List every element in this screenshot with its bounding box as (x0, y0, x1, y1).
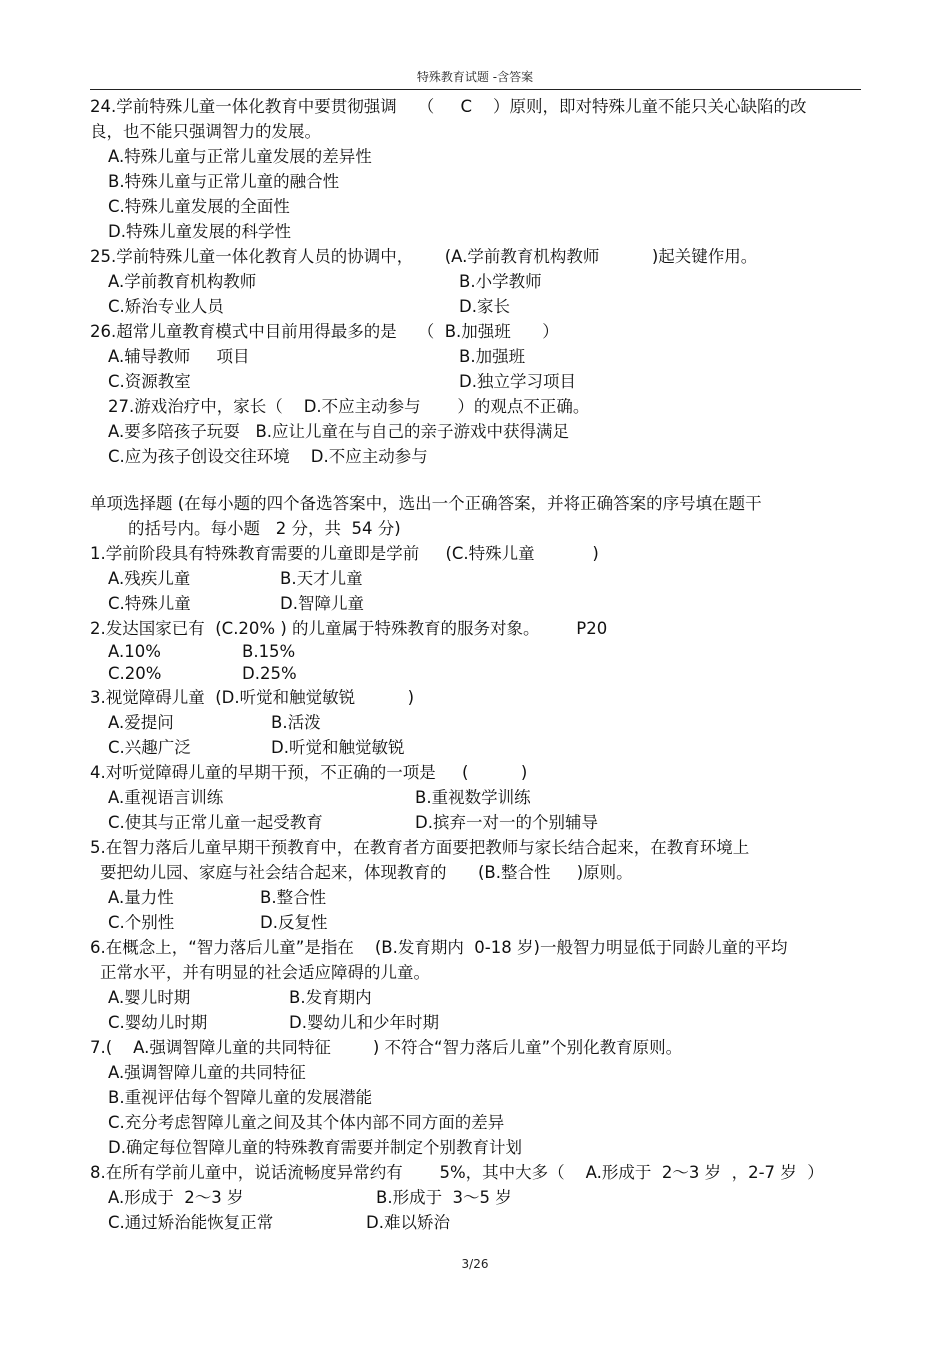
text-line (90, 935, 861, 960)
line-text: A.要多陪孩子玩耍 B.应让儿童在与自己的亲子游戏中获得满足 (108, 422, 570, 441)
option-text: D.难以矫治 (366, 1213, 450, 1232)
text-line (90, 985, 861, 1010)
line-text: A.形成于 2～3 岁 (108, 1188, 244, 1207)
line-text: 要把幼儿园、家庭与社会结合起来，体现教育的 (B.整合性 )原则。 (100, 863, 633, 882)
text-line (90, 910, 861, 935)
text-line (90, 735, 861, 760)
text-line (90, 1110, 861, 1135)
line-text: B.重视评估每个智障儿童的发展潜能 (108, 1088, 373, 1107)
text-line (90, 319, 861, 344)
line-text: D.确定每位智障儿童的特殊教育需要并制定个别教育计划 (108, 1138, 522, 1157)
option-text: D.家长 (459, 297, 510, 316)
line-text: 1.学前阶段具有特殊教育需要的儿童即是学前 (C.特殊儿童 ) (90, 544, 599, 563)
text-line (90, 491, 861, 516)
text-line (90, 369, 861, 394)
line-text: A.爱提问 (108, 713, 174, 732)
text-line (90, 194, 861, 219)
option-text: B.15% (242, 642, 296, 661)
text-line (90, 1160, 861, 1185)
line-text: C.婴幼儿时期 (108, 1013, 208, 1032)
text-line (90, 244, 861, 269)
line-text: 正常水平，并有明显的社会适应障碍的儿童。 (100, 963, 430, 982)
option-text: B.整合性 (260, 888, 327, 907)
text-line (90, 541, 861, 566)
line-text: A.10% (108, 642, 161, 661)
line-text: 4.对听觉障碍儿童的早期干预，不正确的一项是 ( ) (90, 763, 528, 782)
text-line (90, 219, 861, 244)
option-text: B.活泼 (271, 713, 321, 732)
line-text: C.应为孩子创设交往环境 D.不应主动参与 (108, 447, 428, 466)
text-line (90, 444, 861, 469)
option-text: D.摈弃一对一的个别辅导 (415, 813, 598, 832)
line-text: A.学前教育机构教师 (108, 272, 257, 291)
line-text: C.个别性 (108, 913, 175, 932)
text-line (90, 1135, 861, 1160)
option-text: D.独立学习项目 (459, 372, 576, 391)
text-line (90, 860, 861, 885)
line-text: 良，也不能只强调智力的发展。 (90, 122, 321, 141)
line-text: 6.在概念上，“智力落后儿童”是指在 (B.发育期内 0-18 岁)一般智力明显低于同龄儿童的平均 (90, 938, 788, 957)
text-line (90, 419, 861, 444)
line-text: C.通过矫治能恢复正常 (108, 1213, 274, 1232)
text-line (90, 94, 861, 119)
header-rule (90, 89, 861, 90)
option-text: B.加强班 (459, 347, 526, 366)
text-line (90, 1035, 861, 1060)
text-line (90, 810, 861, 835)
option-text: B.重视数学训练 (415, 788, 531, 807)
line-text: 7.( A.强调智障儿童的共同特征 ) 不符合“智力落后儿童”个别化教育原则。 (90, 1038, 683, 1057)
text-line (90, 1085, 861, 1110)
option-text: D.智障儿童 (280, 594, 364, 613)
text-line (90, 294, 861, 319)
line-text: C.特殊儿童发展的全面性 (108, 197, 290, 216)
text-line (90, 685, 861, 710)
text-line (90, 394, 861, 419)
line-text: A.辅导教师 项目 (108, 347, 250, 366)
text-line (90, 591, 861, 616)
text-line (90, 566, 861, 591)
option-text: B.小学教师 (459, 272, 542, 291)
document-body (90, 94, 861, 1235)
option-text: D.婴幼儿和少年时期 (289, 1013, 439, 1032)
text-line (90, 641, 861, 663)
option-text: D.听觉和触觉敏锐 (271, 738, 405, 757)
line-text: 27.游戏治疗中，家长（ D.不应主动参与 ）的观点不正确。 (108, 397, 590, 416)
blank-line (90, 469, 861, 491)
text-line (90, 169, 861, 194)
text-line (90, 760, 861, 785)
text-line (90, 269, 861, 294)
option-text: D.反复性 (260, 913, 328, 932)
line-text: 3.视觉障碍儿童 (D.听觉和触觉敏锐 ) (90, 688, 415, 707)
text-line (90, 516, 861, 541)
line-text: C.矫治专业人员 (108, 297, 224, 316)
line-text: A.特殊儿童与正常儿童发展的差异性 (108, 147, 372, 166)
line-text: 24.学前特殊儿童一体化教育中要贯彻强调 （ C ）原则，即对特殊儿童不能只关心缺陷的改 (90, 97, 807, 116)
text-line (90, 344, 861, 369)
page-number: 3/26 (461, 1257, 489, 1271)
line-text: A.残疾儿童 (108, 569, 191, 588)
line-text: C.充分考虑智障儿童之间及其个体内部不同方面的差异 (108, 1113, 505, 1132)
text-line (90, 1210, 861, 1235)
text-line (90, 710, 861, 735)
line-text: 2.发达国家已有 (C.20% ) 的儿童属于特殊教育的服务对象。 P20 (90, 619, 608, 638)
line-text: C.20% (108, 664, 162, 683)
option-text: D.25% (242, 664, 297, 683)
line-text: C.资源教室 (108, 372, 191, 391)
option-text: B.天才儿童 (280, 569, 363, 588)
line-text: C.使其与正常儿童一起受教育 (108, 813, 323, 832)
line-text: 25.学前特殊儿童一体化教育人员的协调中， (A.学前教育机构教师 )起关键作用。 (90, 247, 758, 266)
text-line (90, 785, 861, 810)
line-text: C.兴趣广泛 (108, 738, 191, 757)
line-text: A.量力性 (108, 888, 174, 907)
text-line (90, 663, 861, 685)
text-line (90, 885, 861, 910)
line-text: 8.在所有学前儿童中，说话流畅度异常约有 5%，其中大多（ A.形成于 2～3 岁 ，2-7 岁 ） (90, 1163, 824, 1182)
text-line (90, 835, 861, 860)
option-text: B.形成于 3～5 岁 (376, 1188, 512, 1207)
text-line (90, 616, 861, 641)
line-text: 的括号内。每小题 2 分，共 54 分) (128, 519, 401, 538)
line-text: D.特殊儿童发展的科学性 (108, 222, 291, 241)
text-line (90, 1185, 861, 1210)
text-line (90, 119, 861, 144)
line-text: A.强调智障儿童的共同特征 (108, 1063, 306, 1082)
text-line (90, 144, 861, 169)
text-line (90, 960, 861, 985)
line-text: 5.在智力落后儿童早期干预教育中，在教育者方面要把教师与家长结合起来，在教育环境上 (90, 838, 750, 857)
line-text: B.特殊儿童与正常儿童的融合性 (108, 172, 340, 191)
page-header: 特殊教育试题 -含答案 (416, 70, 534, 84)
line-text: 单项选择题 (在每小题的四个备选答案中，选出一个正确答案，并将正确答案的序号填在题干 (90, 494, 762, 513)
line-text: 26.超常儿童教育模式中目前用得最多的是 （ B.加强班 ） (90, 322, 559, 341)
option-text: B.发育期内 (289, 988, 372, 1007)
line-text: C.特殊儿童 (108, 594, 191, 613)
text-line (90, 1060, 861, 1085)
line-text: A.婴儿时期 (108, 988, 191, 1007)
line-text: A.重视语言训练 (108, 788, 224, 807)
text-line (90, 1010, 861, 1035)
